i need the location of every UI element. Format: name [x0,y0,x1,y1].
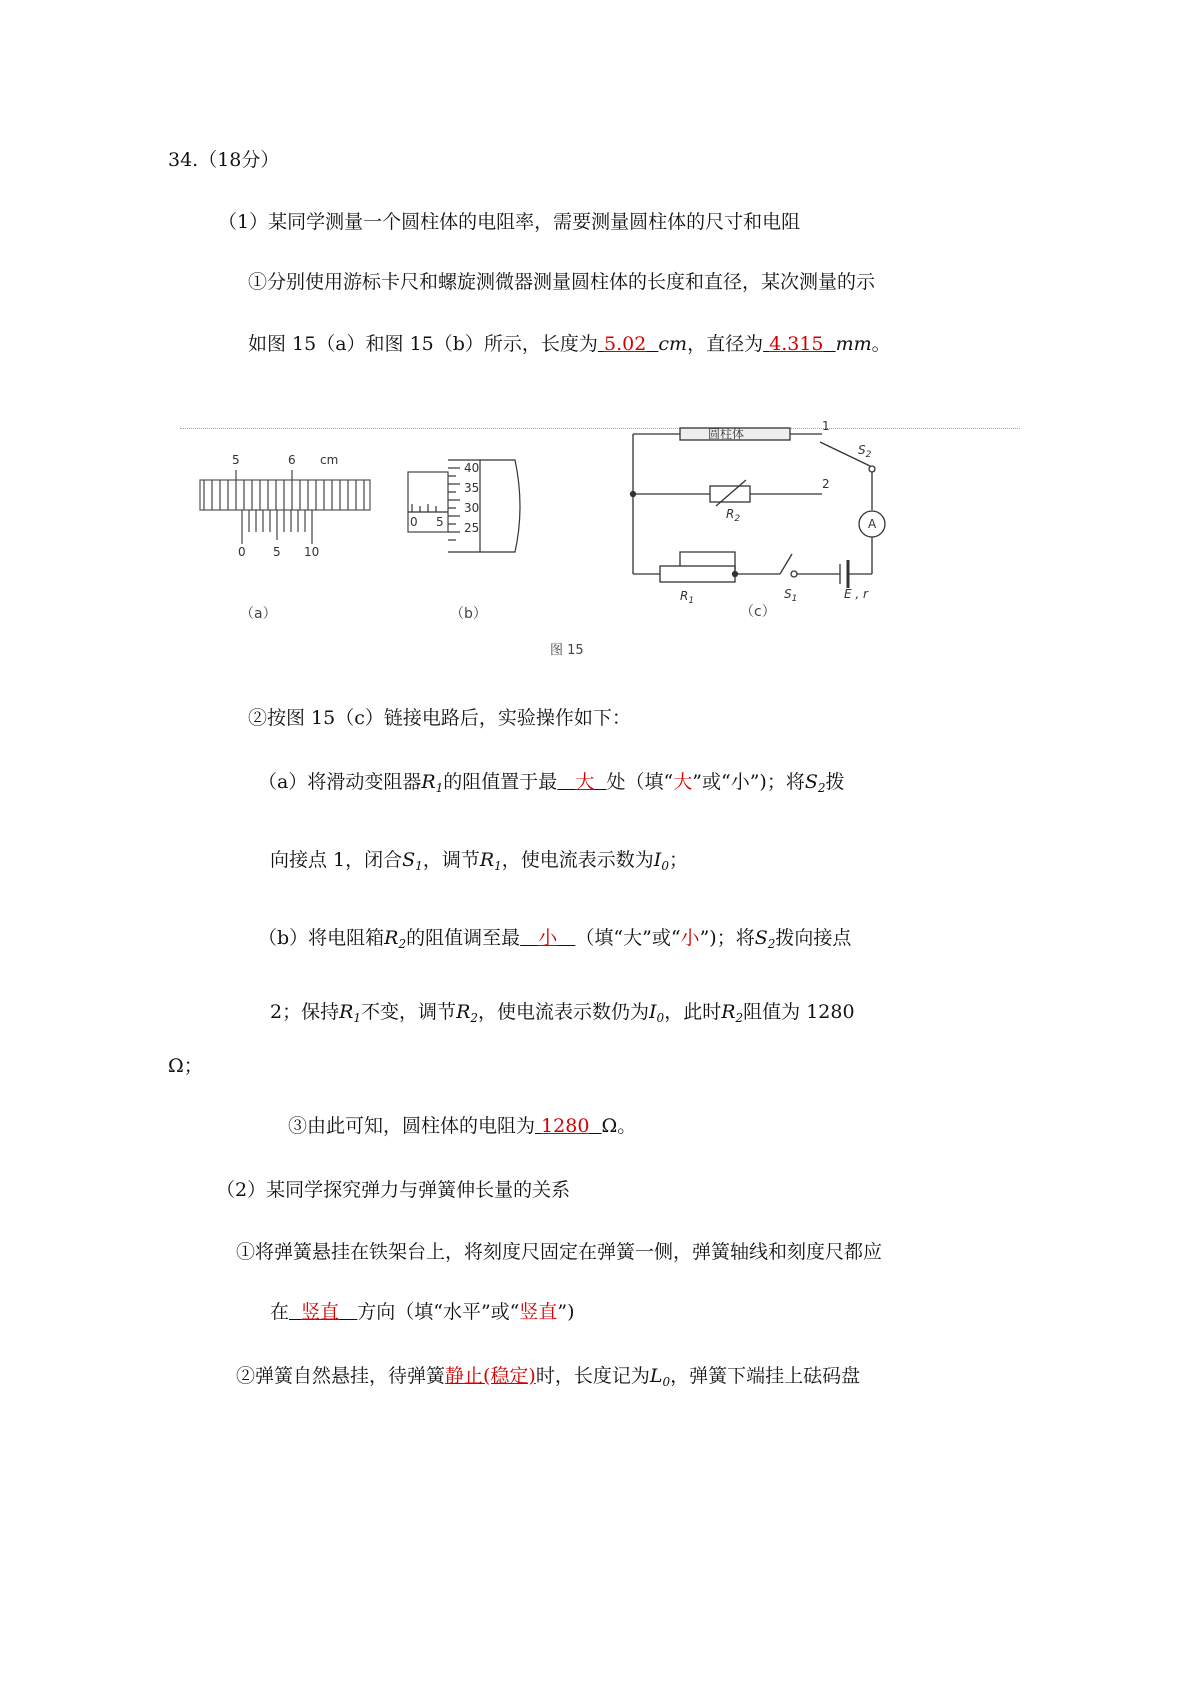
answer-min-mark: 小 [680,927,700,949]
blank [824,333,836,355]
text: 处（填“ [606,771,674,793]
switch-S2: $S_2$ [858,443,872,460]
answer-max: 大 [575,771,595,793]
var-R1: $R_1$ [421,771,444,795]
caliper-labels [232,453,338,559]
var-R1: $R_1$ [339,1001,362,1025]
answer-static: 静止(稳定) [445,1365,536,1387]
micrometer-40: 40 [464,461,480,475]
text: ，直径为 [687,333,764,355]
blank [646,333,658,355]
text: 。 [871,333,891,355]
part2-step1-line2 [270,1298,575,1326]
caliper-unit: cm [320,453,339,467]
text: 的阻值调至最 [406,927,521,949]
caliper-main-5: 5 [232,453,240,467]
blank [557,927,575,949]
text: ”或“小”)；将 [692,771,805,793]
part1-step1-line2 [248,330,891,358]
text: 的阻值置于最 [443,771,558,793]
text: 时，长度记为 [535,1365,650,1387]
resistor-R2: $R_2$ [726,507,741,524]
caliper-main-6: 6 [288,453,296,467]
contact-2: 2 [822,477,830,491]
answer-diameter: 4.315 [769,333,824,355]
var-R2: $R_2$ [721,1001,744,1025]
micrometer-25: 25 [464,521,480,535]
blank [594,771,606,793]
part1-step2-title: ②按图 15（c）链接电路后，实验操作如下： [248,707,631,729]
source-label: E , r [844,587,868,601]
question-header: 34.（18分） [168,149,280,171]
text: ； [668,849,688,871]
text: 向接点 1，闭合 [270,849,403,871]
text: （a）将滑动变阻器 [258,771,422,793]
text: 如图 15（a）和图 15（b）所示，长度为 [248,333,598,355]
text: ，调节 [422,849,480,871]
divider [180,428,1020,429]
text: 拨向接点 [775,927,852,949]
text: ，使电流表示数为 [501,849,654,871]
text: 2；保持 [270,1001,340,1023]
part1-step1-line1: ①分别使用游标卡尺和螺旋测微器测量圆柱体的长度和直径，某次测量的示 [248,271,876,293]
circuit [631,428,886,588]
answer-max-mark: 大 [673,771,693,793]
answer-vertical: 竖直 [301,1301,340,1323]
text: 在 [270,1301,290,1323]
label-a: （a） [240,606,277,622]
part1-step2-b-line1 [258,924,851,958]
answer-vertical-mark: 竖直 [519,1301,558,1323]
part1-step3 [288,1112,636,1140]
text: ”)；将 [699,927,755,949]
cylinder-label: 圆柱体 [708,427,745,441]
micrometer-35: 35 [464,481,480,495]
part1-step2-b-line2 [270,998,855,1032]
text: 拨 [825,771,845,793]
blank [339,1301,357,1323]
text: ②弹簧自然悬挂，待弹簧 [236,1365,446,1387]
micrometer-5: 5 [436,515,444,529]
micrometer-30: 30 [464,501,480,515]
caliper-vernier-10: 10 [304,545,320,559]
part2-title: （2）某同学探究弹力与弹簧伸长量的关系 [216,1179,571,1201]
var-S2: $S_2$ [754,927,776,951]
blank [557,771,575,793]
var-R2: $R_2$ [384,927,407,951]
text: ，弹簧下端挂上砝码盘 [670,1365,861,1387]
text: （填“大”或“ [575,927,681,949]
text: 方向（填“水平”或“ [357,1301,520,1323]
figure-caption: 图 15 [550,643,584,658]
caliper-vernier-0: 0 [238,545,246,559]
figure-15-svg [180,419,1040,672]
label-c: （c） [740,604,776,620]
text: ，使电流表示数仍为 [478,1001,650,1023]
part2-step2 [236,1362,860,1396]
switch-S1: $S_1$ [784,587,798,604]
var-L0: $L_0$ [649,1365,671,1389]
part1-step2-a-line1 [258,768,845,802]
blank [589,1115,601,1137]
var-R2: $R_2$ [456,1001,479,1025]
contact-1: 1 [822,419,830,433]
var-I0: $I_0$ [653,849,669,873]
unit-mm: mm [835,333,872,355]
part1-step2-b-line3: Ω； [168,1055,203,1077]
label-b: （b） [450,606,487,622]
part2-step1-line1: ①将弹簧悬挂在铁架台上，将刻度尺固定在弹簧一侧，弹簧轴线和刻度尺都应 [236,1241,883,1263]
var-S1: $S_1$ [402,849,423,873]
blank [520,927,538,949]
figure-15 [180,419,1040,677]
rheostat-R1: $R_1$ [680,589,695,606]
text: ③由此可知，圆柱体的电阻为 [288,1115,536,1137]
text: （b）将电阻箱 [258,927,385,949]
answer-min: 小 [538,927,558,949]
part1-title: （1）某同学测量一个圆柱体的电阻率，需要测量圆柱体的尺寸和电阻 [218,211,801,233]
vernier-caliper [200,470,370,544]
answer-length: 5.02 [603,333,647,355]
micrometer-0: 0 [410,515,418,529]
text: ”) [557,1301,575,1323]
unit-cm: cm [658,333,688,355]
var-S2: $S_2$ [804,771,826,795]
blank [289,1301,301,1323]
caliper-vernier-5: 5 [273,545,281,559]
text: 不变，调节 [361,1001,457,1023]
answer-resistance: 1280 [541,1115,590,1137]
text: Ω。 [601,1115,637,1137]
var-R1: $R_1$ [479,849,502,873]
text: 阻值为 1280 [743,1001,855,1023]
part1-step2-a-line2 [270,846,688,880]
var-I0: $I_0$ [649,1001,665,1025]
ammeter-label: A [868,517,877,531]
text: ，此时 [664,1001,722,1023]
